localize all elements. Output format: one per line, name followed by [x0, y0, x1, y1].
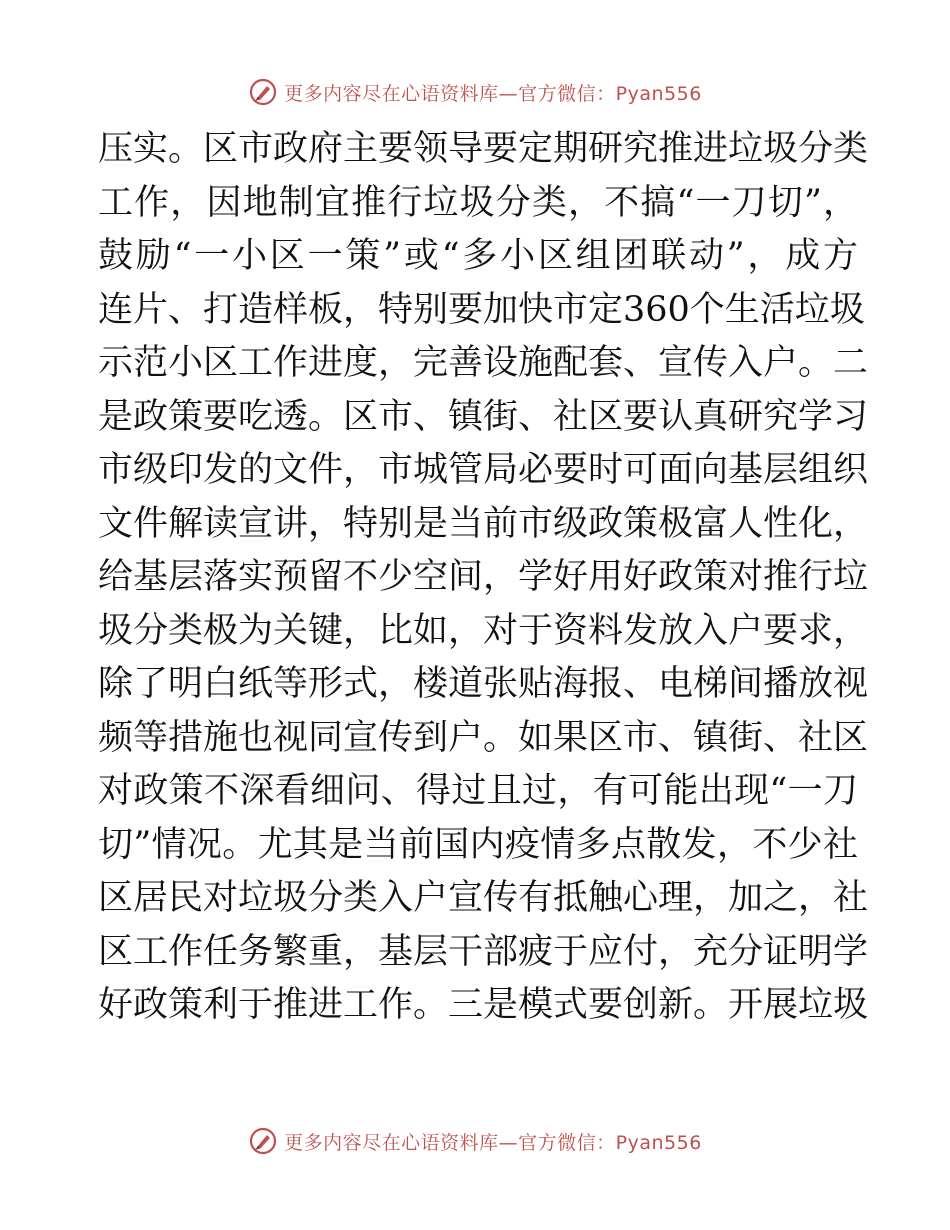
document-body: [98, 123, 869, 1033]
text-line: 工作，因地制宜推行垃圾分类，不搞“一刀切”，: [98, 182, 858, 223]
pen-nib-icon: [248, 77, 278, 107]
text-line: 是政策要吃透。区市、镇街、社区要认真研究学习: [98, 396, 869, 437]
footer-banner: [0, 1121, 950, 1161]
text-line: 市级印发的文件，市城管局必要时可面向基层组织: [98, 450, 869, 490]
text-line: 除了明白纸等形式，楼道张贴海报、电梯间播放视: [98, 664, 869, 704]
text-line: 频等措施也视同宣传到户。如果区市、镇街、社区: [98, 717, 869, 758]
text-line: 文件解读宣讲，特别是当前市级政策极富人性化，: [98, 503, 869, 544]
text-line: 切”情况。尤其是当前国内疫情多点散发，不少社: [98, 824, 858, 865]
header-banner: [0, 72, 950, 112]
pen-nib-icon: [248, 1126, 278, 1156]
header-banner-text: 更多内容尽在心语资料库—官方微信：Pyan556: [284, 82, 702, 105]
text-line: 鼓励“一小区一策”或“多小区组团联动”，成方: [98, 236, 858, 276]
text-line: 压实。区市政府主要领导要定期研究推进垃圾分类: [98, 129, 869, 169]
text-line: 区居民对垃圾分类入户宣传有抵触心理，加之，社: [98, 878, 869, 918]
text-line: 圾分类极为关键，比如，对于资料发放入户要求，: [98, 610, 869, 651]
footer-banner-text: 更多内容尽在心语资料库—官方微信：Pyan556: [284, 1131, 702, 1154]
text-line: 区工作任务繁重，基层干部疲于应付，充分证明学: [98, 931, 869, 972]
text-line: 示范小区工作进度，完善设施配套、宣传入户。二: [98, 343, 869, 383]
text-line: 对政策不深看细问、得过且过，有可能出现“一刀: [98, 771, 858, 811]
text-line: 连片、打造样板，特别要加快市定360个生活垃圾: [98, 289, 865, 330]
text-line: 好政策利于推进工作。三是模式要创新。开展垃圾: [98, 985, 869, 1025]
text-line: 给基层落实预留不少空间，学好用好政策对推行垃: [98, 557, 869, 597]
